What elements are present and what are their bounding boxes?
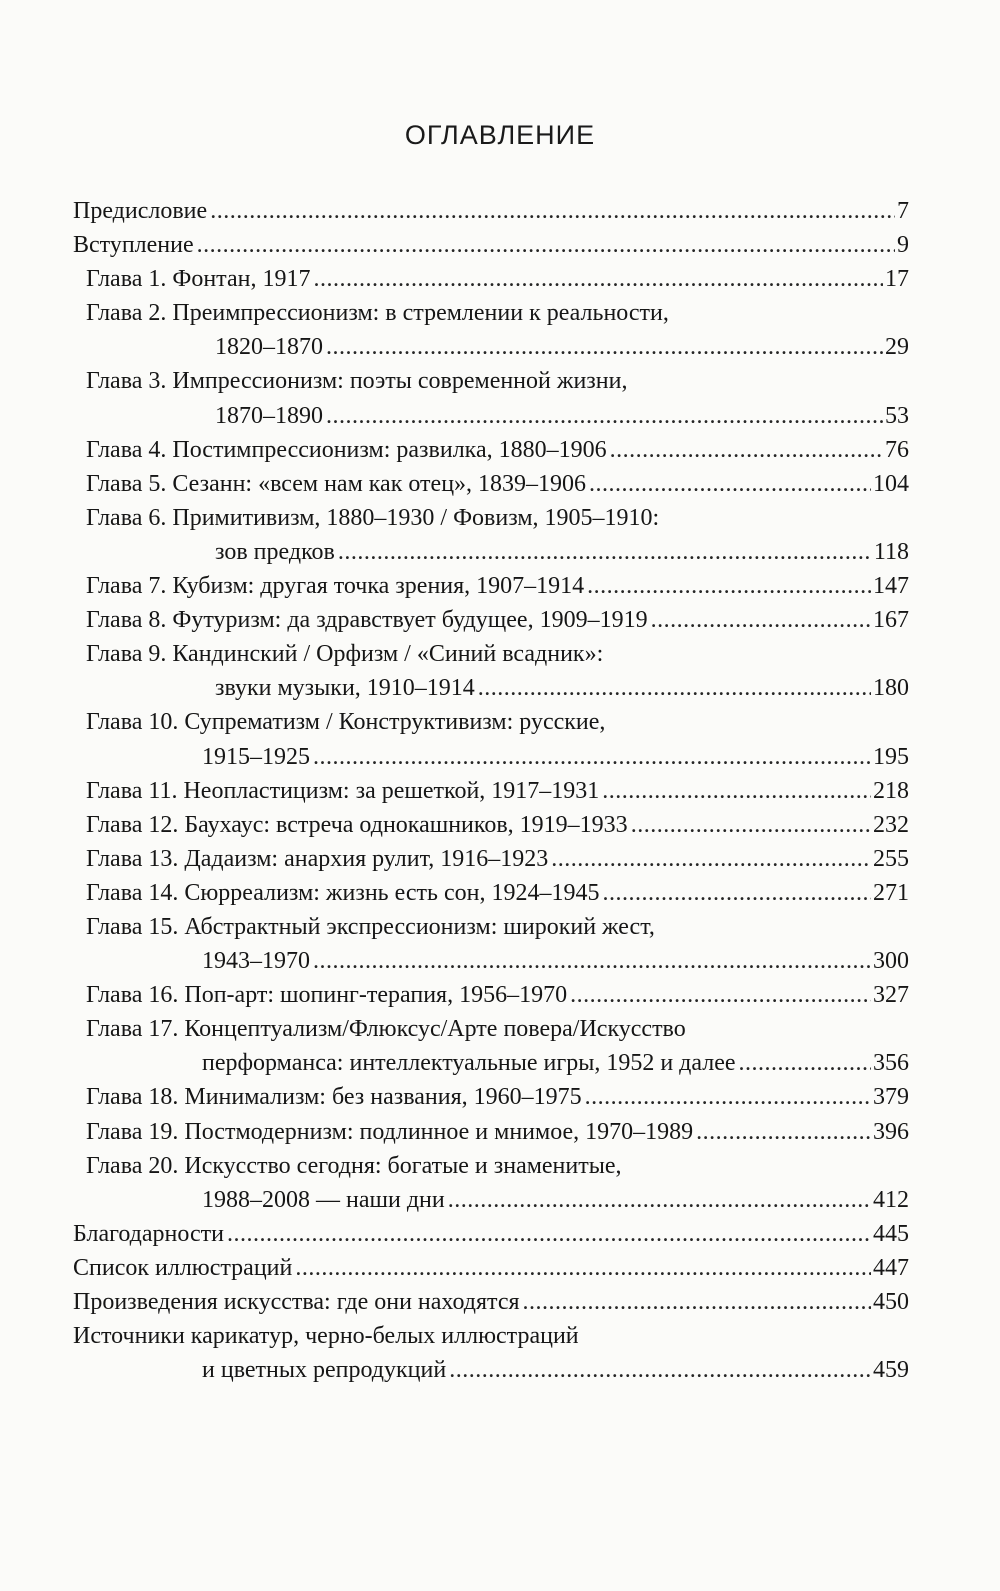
dot-leader <box>739 1046 871 1080</box>
toc-entry-title-line <box>86 1080 909 1114</box>
toc-page-number: 459 <box>873 1357 909 1384</box>
dot-leader <box>210 194 895 228</box>
toc-entry-title-line <box>86 433 909 467</box>
toc-entry-text: Глава 20. Искусство сегодня: богатые и знаменитые, <box>86 1152 622 1179</box>
toc-entry[interactable] <box>73 467 909 501</box>
toc-page-number: 7 <box>897 198 909 224</box>
toc-entry[interactable] <box>73 364 909 432</box>
toc-entry-text: Глава 16. Поп-арт: шопинг-терапия, 1956–1970 <box>86 982 568 1009</box>
toc-entry[interactable] <box>73 1115 909 1149</box>
toc-entry[interactable] <box>73 774 909 808</box>
toc-page-number: 76 <box>885 436 909 463</box>
toc-entry-title-line <box>86 262 909 296</box>
toc-page-number: 255 <box>873 845 909 872</box>
toc-entry[interactable] <box>73 978 909 1012</box>
dot-leader <box>227 1217 871 1251</box>
dot-leader <box>610 433 883 467</box>
toc-entry[interactable] <box>73 603 909 637</box>
toc-page-number: 396 <box>873 1118 909 1145</box>
toc-entry-text: перформанса: интеллектуальные игры, 1952 и далее <box>202 1050 736 1077</box>
toc-entry-text: и цветных репродукций <box>202 1357 447 1384</box>
toc-entry-title-line <box>86 569 909 603</box>
toc-entry-text: Произведения искусства: где они находятся <box>73 1289 520 1315</box>
toc-entry-text: Список иллюстраций <box>73 1254 293 1281</box>
dot-leader <box>313 262 883 296</box>
toc-entry-text: Глава 12. Баухаус: встреча однокашников, 1919–1933 <box>86 811 628 838</box>
toc-entry-continuation-line <box>86 740 909 774</box>
toc-entry-title-line <box>86 842 909 876</box>
toc-page-number: 450 <box>873 1289 909 1315</box>
dot-leader <box>551 842 871 876</box>
toc-page-number: 29 <box>885 334 909 361</box>
toc-entry-text: Глава 3. Импрессионизм: поэты современной жизни, <box>86 368 628 395</box>
toc-entry[interactable] <box>73 194 909 228</box>
toc-page-number: 271 <box>873 879 909 906</box>
toc-entry-title-line <box>86 603 909 637</box>
toc-entry-text: Глава 11. Неопластицизм: за решеткой, 1917–1931 <box>86 777 600 804</box>
dot-leader <box>326 399 883 433</box>
toc-entry-text: зов предков <box>215 538 335 565</box>
dot-leader <box>602 774 871 808</box>
toc-entry-continuation-line <box>86 399 909 433</box>
dot-leader <box>313 944 871 978</box>
toc-entry[interactable] <box>73 842 909 876</box>
dot-leader <box>449 1353 871 1387</box>
toc-page-number: 445 <box>873 1220 909 1247</box>
dot-leader <box>197 228 895 262</box>
toc-entry-title-line <box>86 978 909 1012</box>
dot-leader <box>602 876 871 910</box>
toc-entry[interactable] <box>73 296 909 364</box>
toc-entry[interactable] <box>73 1319 909 1387</box>
toc-entry-text: Глава 6. Примитивизм, 1880–1930 / Фовизм, 1905–1910: <box>86 504 660 531</box>
dot-leader <box>448 1183 871 1217</box>
toc-entry-text: Глава 13. Дадаизм: анархия рулит, 1916–1923 <box>86 845 549 872</box>
dot-leader <box>587 569 871 603</box>
toc-entry-text: Предисловие <box>73 198 208 224</box>
toc-entry[interactable] <box>73 910 909 978</box>
toc-entry-text: Глава 15. Абстрактный экспрессионизм: широкий жест, <box>86 913 655 940</box>
toc-entry-text: звуки музыки, 1910–1914 <box>215 675 475 702</box>
toc-entry-text: 1915–1925 <box>202 743 310 770</box>
toc-entry-title-line <box>86 1149 909 1183</box>
toc-entry-continuation-line <box>86 671 909 705</box>
toc-entry[interactable] <box>73 1012 909 1080</box>
toc-entry-title-line <box>86 1012 909 1046</box>
toc-entry-title-line <box>86 1115 909 1149</box>
toc-entry[interactable] <box>73 705 909 773</box>
toc-entry-text: Глава 2. Преимпрессионизм: в стремлении к реальности, <box>86 300 669 327</box>
toc-page-number: 232 <box>873 811 909 838</box>
dot-leader <box>651 603 871 637</box>
toc-entry[interactable] <box>73 637 909 705</box>
toc-entry-title-line <box>73 228 909 262</box>
toc-entry-title-line <box>73 1217 909 1251</box>
dot-leader <box>295 1251 871 1285</box>
toc-page-number: 17 <box>885 266 909 293</box>
toc-entry-text: Глава 18. Минимализм: без названия, 1960–1975 <box>86 1084 582 1111</box>
toc-entry-text: Глава 10. Супрематизм / Конструктивизм: русские, <box>86 709 606 736</box>
toc-entry-text: 1988–2008 — наши дни <box>202 1186 445 1213</box>
toc-page-number: 118 <box>873 538 909 565</box>
toc-entry-continuation-line <box>86 1046 909 1080</box>
toc-entry[interactable] <box>73 1285 909 1319</box>
toc-page-number: 167 <box>873 607 909 634</box>
toc-entry-title-line <box>73 1319 909 1353</box>
dot-leader <box>313 740 871 774</box>
toc-entry-continuation-line <box>73 1353 909 1387</box>
toc-entry-title-line <box>86 774 909 808</box>
dot-leader <box>478 671 871 705</box>
toc-entry-text: 1943–1970 <box>202 948 310 975</box>
toc-page-number: 180 <box>873 675 909 702</box>
toc-page-number: 300 <box>873 948 909 975</box>
toc-page-number: 9 <box>897 232 909 259</box>
toc-entry[interactable] <box>73 808 909 842</box>
toc-entry-title-line <box>86 467 909 501</box>
toc-entry-title-line <box>86 637 909 671</box>
toc-entry-text: Источники карикатур, черно-белых иллюстраций <box>73 1323 579 1350</box>
toc-entry-text: Глава 19. Постмодернизм: подлинное и мнимое, 1970–1989 <box>86 1118 694 1145</box>
toc-page-number: 356 <box>873 1050 909 1077</box>
toc-entry-text: Глава 1. Фонтан, 1917 <box>86 266 311 293</box>
toc-entry[interactable] <box>73 876 909 910</box>
dot-leader <box>338 535 872 569</box>
toc-entry[interactable] <box>73 1251 909 1285</box>
toc-entry-title-line <box>86 808 909 842</box>
toc-entry-title-line <box>86 705 909 739</box>
toc-entry-title-line <box>86 364 909 398</box>
toc-entry-title-line <box>73 194 909 228</box>
toc-entry-title-line <box>73 1251 909 1285</box>
table-of-contents <box>73 194 909 1387</box>
toc-page-number: 412 <box>873 1186 909 1213</box>
toc-entry-title-line <box>86 296 909 330</box>
toc-entry-continuation-line <box>86 535 909 569</box>
toc-page-number: 195 <box>873 743 909 770</box>
toc-entry[interactable] <box>73 433 909 467</box>
toc-entry-text: Глава 9. Кандинский / Орфизм / «Синий всадник»: <box>86 641 604 668</box>
toc-entry[interactable] <box>73 1080 909 1114</box>
dot-leader <box>523 1285 871 1319</box>
toc-entry-text: 1820–1870 <box>215 334 323 361</box>
toc-entry-text: Глава 7. Кубизм: другая точка зрения, 1907–1914 <box>86 573 585 600</box>
toc-entry-title-line <box>86 910 909 944</box>
toc-entry-text: Глава 17. Концептуализм/Флюксус/Арте повера/Искусство <box>86 1016 686 1043</box>
toc-entry-title-line <box>73 1285 909 1319</box>
toc-entry[interactable] <box>73 501 909 569</box>
toc-entry[interactable] <box>73 1217 909 1251</box>
toc-entry-continuation-line <box>86 1183 909 1217</box>
page-title: ОГЛАВЛЕНИЕ <box>404 120 596 150</box>
toc-page-number: 447 <box>873 1254 909 1281</box>
toc-entry-text: Вступление <box>73 232 194 259</box>
toc-page-number: 104 <box>873 470 909 497</box>
toc-entry-continuation-line <box>86 944 909 978</box>
toc-page-number: 327 <box>873 982 909 1009</box>
toc-entry-text: 1870–1890 <box>215 402 323 429</box>
toc-entry[interactable] <box>73 228 909 262</box>
toc-entry[interactable] <box>73 1149 909 1217</box>
toc-entry[interactable] <box>73 262 909 296</box>
dot-leader <box>585 1080 871 1114</box>
dot-leader <box>589 467 871 501</box>
dot-leader <box>570 978 871 1012</box>
dot-leader <box>326 330 883 364</box>
toc-page-number: 218 <box>873 777 909 804</box>
toc-entry-text: Глава 8. Футуризм: да здравствует будущее, 1909–1919 <box>86 607 648 634</box>
dot-leader <box>631 808 871 842</box>
toc-entry[interactable] <box>73 569 909 603</box>
toc-page-number: 147 <box>873 573 909 600</box>
toc-page-number: 53 <box>885 402 909 429</box>
dot-leader <box>696 1115 871 1149</box>
toc-entry-title-line <box>86 876 909 910</box>
toc-entry-text: Глава 4. Постимпрессионизм: развилка, 1880–1906 <box>86 436 607 463</box>
toc-entry-text: Благодарности <box>73 1220 224 1247</box>
toc-page-number: 379 <box>873 1084 909 1111</box>
toc-entry-continuation-line <box>86 330 909 364</box>
toc-entry-title-line <box>86 501 909 535</box>
toc-entry-text: Глава 14. Сюрреализм: жизнь есть сон, 1924–1945 <box>86 879 600 906</box>
toc-entry-text: Глава 5. Сезанн: «всем нам как отец», 1839–1906 <box>86 470 587 497</box>
